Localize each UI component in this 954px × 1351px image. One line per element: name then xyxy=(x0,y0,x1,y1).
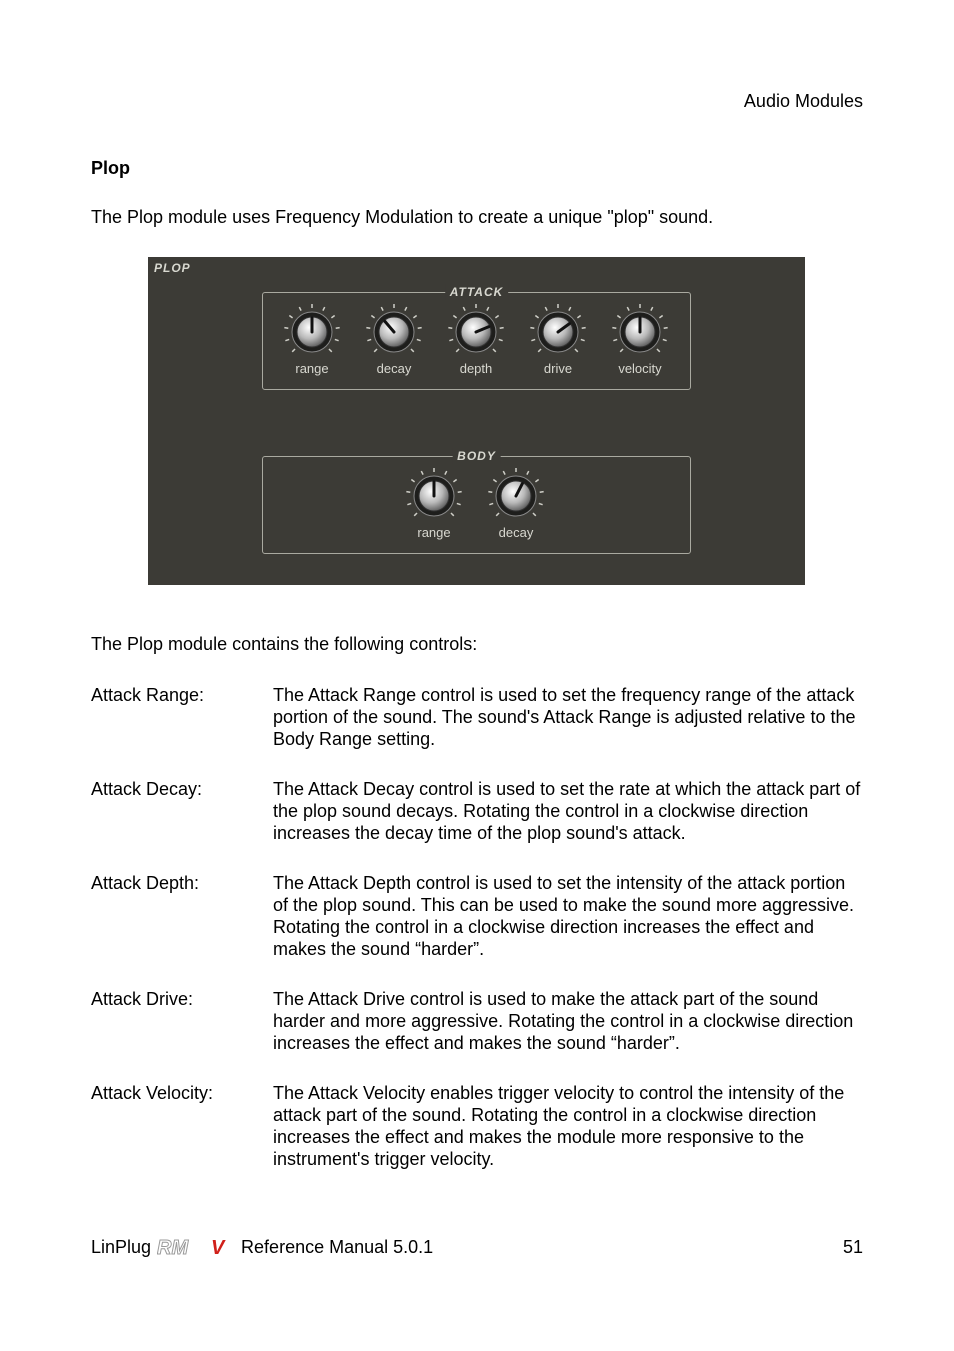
knob-icon xyxy=(403,465,465,527)
knob-decay[interactable] xyxy=(359,301,429,376)
control-definition xyxy=(91,988,871,1054)
control-term: Attack Velocity: xyxy=(91,1083,214,1103)
control-description: The Attack Velocity enables trigger velocity to control the intensity of the attack part of the sound. Rotating the control in a clockwise direction increases the effect and makes the module more responsive to the instrument's trigger velocity. xyxy=(273,1083,845,1169)
section-heading: Plop xyxy=(91,158,130,178)
control-definition xyxy=(91,872,871,960)
knob-label: depth xyxy=(459,361,493,376)
footer-manual: Reference Manual 5.0.1 xyxy=(241,1236,434,1257)
control-description: The Attack Range control is used to set the frequency range of the attack portion of the sound. The sound's Attack Range is adjusted relative to the Body Range setting. xyxy=(273,685,856,749)
control-term: Attack Decay: xyxy=(91,779,203,799)
control-definition xyxy=(91,778,871,844)
svg-text:RM: RM xyxy=(157,1237,189,1258)
running-header: Audio Modules xyxy=(743,91,863,111)
body-group xyxy=(262,449,691,554)
knob-icon xyxy=(485,465,547,527)
control-description: The Attack Drive control is used to make the attack part of the sound harder and more aggressive. Rotating the control in a clockwise direction increases the effect and makes the sound “harder”. xyxy=(273,989,854,1053)
intro-paragraph: The Plop module uses Frequency Modulation to create a unique "plop" sound. xyxy=(91,207,714,227)
controls-lead: The Plop module contains the following controls: xyxy=(91,634,478,654)
control-description: The Attack Decay control is used to set the rate at which the attack part of the plop sound decays. Rotating the control in a clockwise direction increases the decay time of the plop sound's attack. xyxy=(273,779,861,843)
controls-list xyxy=(91,684,871,1198)
knob-depth[interactable] xyxy=(441,301,511,376)
control-term: Attack Drive: xyxy=(91,989,194,1009)
attack-group xyxy=(262,285,691,390)
svg-text:V: V xyxy=(211,1237,225,1258)
body-group-label: BODY xyxy=(452,448,501,464)
knob-label: range xyxy=(417,525,451,540)
control-definition xyxy=(91,1082,871,1170)
knob-label: decay xyxy=(376,361,412,376)
knob-drive[interactable] xyxy=(523,301,593,376)
knob-icon xyxy=(445,301,507,363)
knob-label: decay xyxy=(498,525,534,540)
knob-label: drive xyxy=(543,361,573,376)
knob-velocity[interactable] xyxy=(605,301,675,376)
page-number: 51 xyxy=(842,1236,863,1257)
control-definition xyxy=(91,684,871,750)
knob-icon xyxy=(363,301,425,363)
knob-icon xyxy=(527,301,589,363)
attack-group-label: ATTACK xyxy=(445,284,509,300)
knob-label: velocity xyxy=(618,361,662,376)
plop-module-panel xyxy=(148,257,805,585)
knob-icon xyxy=(609,301,671,363)
knob-decay[interactable] xyxy=(481,465,551,540)
control-term: Attack Depth: xyxy=(91,873,200,893)
knob-label: range xyxy=(295,361,329,376)
control-description: The Attack Depth control is used to set the intensity of the attack portion of the plop sound. This can be used to make the sound more aggressive. Rotating the control in a clockwise direction increases the effect and makes the sound “harder”. xyxy=(273,873,855,959)
footer-brand: LinPlug xyxy=(91,1236,152,1257)
knob-range[interactable] xyxy=(399,465,469,540)
knob-icon xyxy=(281,301,343,363)
panel-title: PLOP xyxy=(154,261,191,275)
control-term: Attack Range: xyxy=(91,685,205,705)
page-footer xyxy=(91,1236,863,1258)
rmv-logo-icon xyxy=(157,1236,235,1258)
knob-range[interactable] xyxy=(277,301,347,376)
